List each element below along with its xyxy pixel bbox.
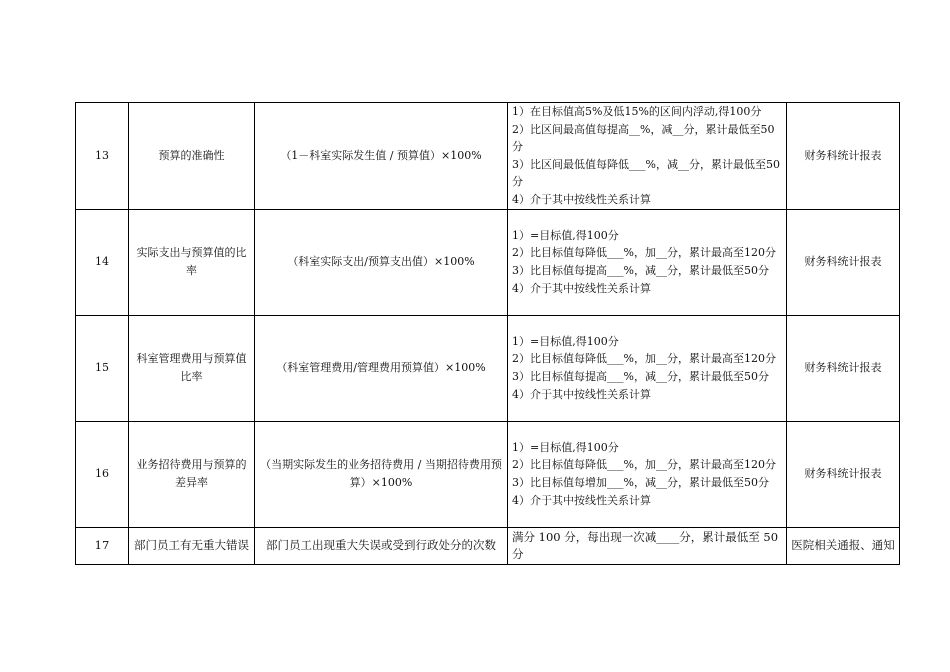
indicator-name: 预算的准确性	[129, 103, 255, 210]
data-source: 医院相关通报、通知	[787, 527, 900, 564]
rule-line: 3）比目标值每提高___%，减__分，累计最低至50分	[512, 370, 769, 384]
scoring-rules	[508, 421, 787, 527]
row-number: 14	[76, 209, 129, 315]
table-row	[76, 421, 900, 527]
data-source: 财务科统计报表	[787, 209, 900, 315]
rule-line: 2）比区间最高值每提高__%，减__分，累计最低至50分	[512, 122, 775, 154]
rule-line: 3）比区间最低值每降低___%，减__分，累计最低至50分	[512, 157, 780, 189]
row-number: 13	[76, 103, 129, 210]
rule-line: 2）比目标值每降低___%，加__分，累计最高至120分	[512, 352, 776, 366]
rule-line: 1）在目标值高5%及低15%的区间内浮动,得100分	[512, 105, 762, 118]
data-source: 财务科统计报表	[787, 421, 900, 527]
rule-line: 4）介于其中按线性关系计算	[512, 281, 651, 295]
kpi-table	[75, 102, 900, 565]
indicator-name: 业务招待费用与预算的差异率	[129, 421, 255, 527]
row-number: 17	[76, 527, 129, 564]
indicator-formula: （当期实际发生的业务招待费用 / 当期招待费用预算）×100%	[255, 421, 508, 527]
row-number: 15	[76, 315, 129, 421]
table-row	[76, 103, 900, 210]
rule-line: 2）比目标值每降低___%，加__分，累计最高至120分	[512, 458, 776, 472]
indicator-name: 实际支出与预算值的比率	[129, 209, 255, 315]
scoring-rules	[508, 103, 787, 210]
indicator-name: 部门员工有无重大错误	[129, 527, 255, 564]
indicator-name: 科室管理费用与预算值比率	[129, 315, 255, 421]
rule-line: 4）介于其中按线性关系计算	[512, 493, 651, 507]
data-source: 财务科统计报表	[787, 315, 900, 421]
table-row	[76, 527, 900, 564]
rule-line: 1）=目标值,得100分	[512, 334, 619, 348]
indicator-formula: （科室管理费用/管理费用预算值）×100%	[255, 315, 508, 421]
rule-line: 满分 100 分，每出现一次减____分，累计最低至 50 分	[512, 529, 779, 561]
rule-line: 2）比目标值每降低___%，加__分，累计最高至120分	[512, 246, 776, 260]
table-row	[76, 209, 900, 315]
rule-line: 1）=目标值,得100分	[512, 228, 619, 242]
indicator-formula: （科室实际支出/预算支出值）×100%	[255, 209, 508, 315]
indicator-formula: （1－科室实际发生值 / 预算值）×100%	[255, 103, 508, 210]
rule-line: 1）=目标值,得100分	[512, 440, 619, 454]
indicator-formula: 部门员工出现重大失误或受到行政处分的次数	[255, 527, 508, 564]
scoring-rules	[508, 527, 787, 564]
row-number: 16	[76, 421, 129, 527]
scoring-rules	[508, 209, 787, 315]
rule-line: 3）比目标值每增加___%，减__分，累计最低至50分	[512, 476, 769, 490]
scoring-rules	[508, 315, 787, 421]
table-row	[76, 315, 900, 421]
rule-line: 4）介于其中按线性关系计算	[512, 387, 651, 401]
rule-line: 3）比目标值每提高___%，减__分，累计最低至50分	[512, 264, 769, 278]
rule-line: 4）介于其中按线性关系计算	[512, 192, 651, 206]
data-source: 财务科统计报表	[787, 103, 900, 210]
